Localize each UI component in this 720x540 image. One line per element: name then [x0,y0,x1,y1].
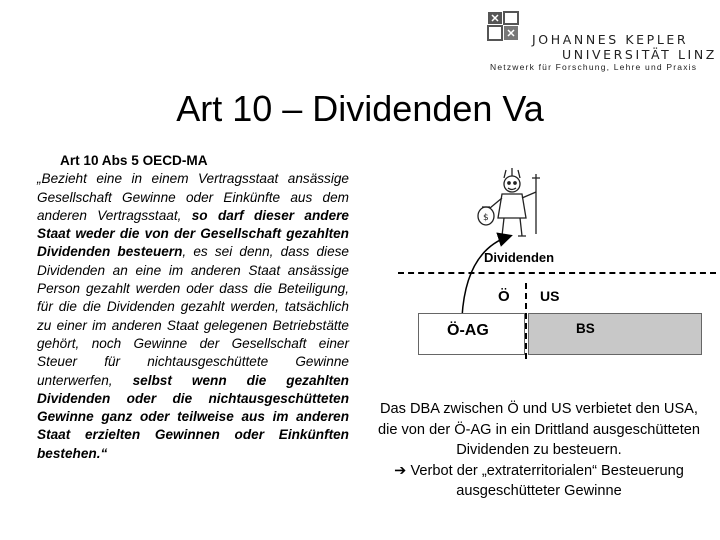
article-bold-part2: selbst wenn die gezahlten Dividenden oder die nichtausgeschütteten Gewinne ganz oder teilweise aus im anderen Staat erzielten Gewinnen oder Einkünften bestehen [37,372,349,461]
vertical-dashed-border [525,283,527,359]
conclusion-line1: Das DBA zwischen Ö und US verbietet den USA, die von der Ö-AG in ein Drittland ausgeschütteten Dividenden zu besteuern. [377,401,701,458]
country-label-us: US [540,288,560,304]
article-heading: Art 10 Abs 5 OECD-MA [60,153,208,168]
svg-text:$: $ [483,213,489,223]
arrow-right-icon: ➔ [394,462,407,479]
box-betriebsstaette [528,313,702,355]
box-bs-label: BS [576,321,595,336]
box-oe-ag-label: Ö-AG [447,322,489,339]
logo-text-line1: JOHANNES KEPLER [532,32,689,47]
conclusion-line2: Verbot der „extraterritorialen“ Besteuerung ausgeschütteter Gewinne [410,462,684,499]
slide-title: Art 10 – Dividenden Va [176,88,544,129]
horizontal-dashed-divider [398,272,716,274]
logo-text-line2: UNIVERSITÄT LINZ [562,47,717,62]
arrow-label-dividenden: Dividenden [484,250,555,265]
article-text-part1: „Bezieht eine in einem Vertragsstaat ansässige Gesellschaft Gewinne oder Einkünfte aus dem anderen Vertragsstaat, [37,171,349,223]
university-crest-icon [486,10,526,46]
conclusion-text [374,399,704,502]
logo-tagline: Netzwerk für Forschung, Lehre und Praxis [490,62,698,72]
article-bold-part1: so darf dieser andere Staat weder die von der Gesellschaft gezahlten Dividenden besteuern [37,207,349,260]
article-text-block [37,152,349,463]
university-logo [486,10,717,72]
article-text-part3: .“ [96,445,108,461]
country-label-austria: Ö [498,288,510,305]
article-body [37,170,349,463]
figure-with-money-bag-icon [476,164,556,242]
article-text-part2: , es sei denn, dass diese Dividenden an eine im anderen Staat ansässige Person gezahlt werden oder dass die Beteiligung, für die die Dividenden gezahlt werden, tatsächlich zu einer im anderen Staat gelegenen Betriebstätte gehört, noch Gewinne der Gesellschaft einer Steuer für nichtausgeschüttete Gewinne unterwerfen, [37,244,349,388]
